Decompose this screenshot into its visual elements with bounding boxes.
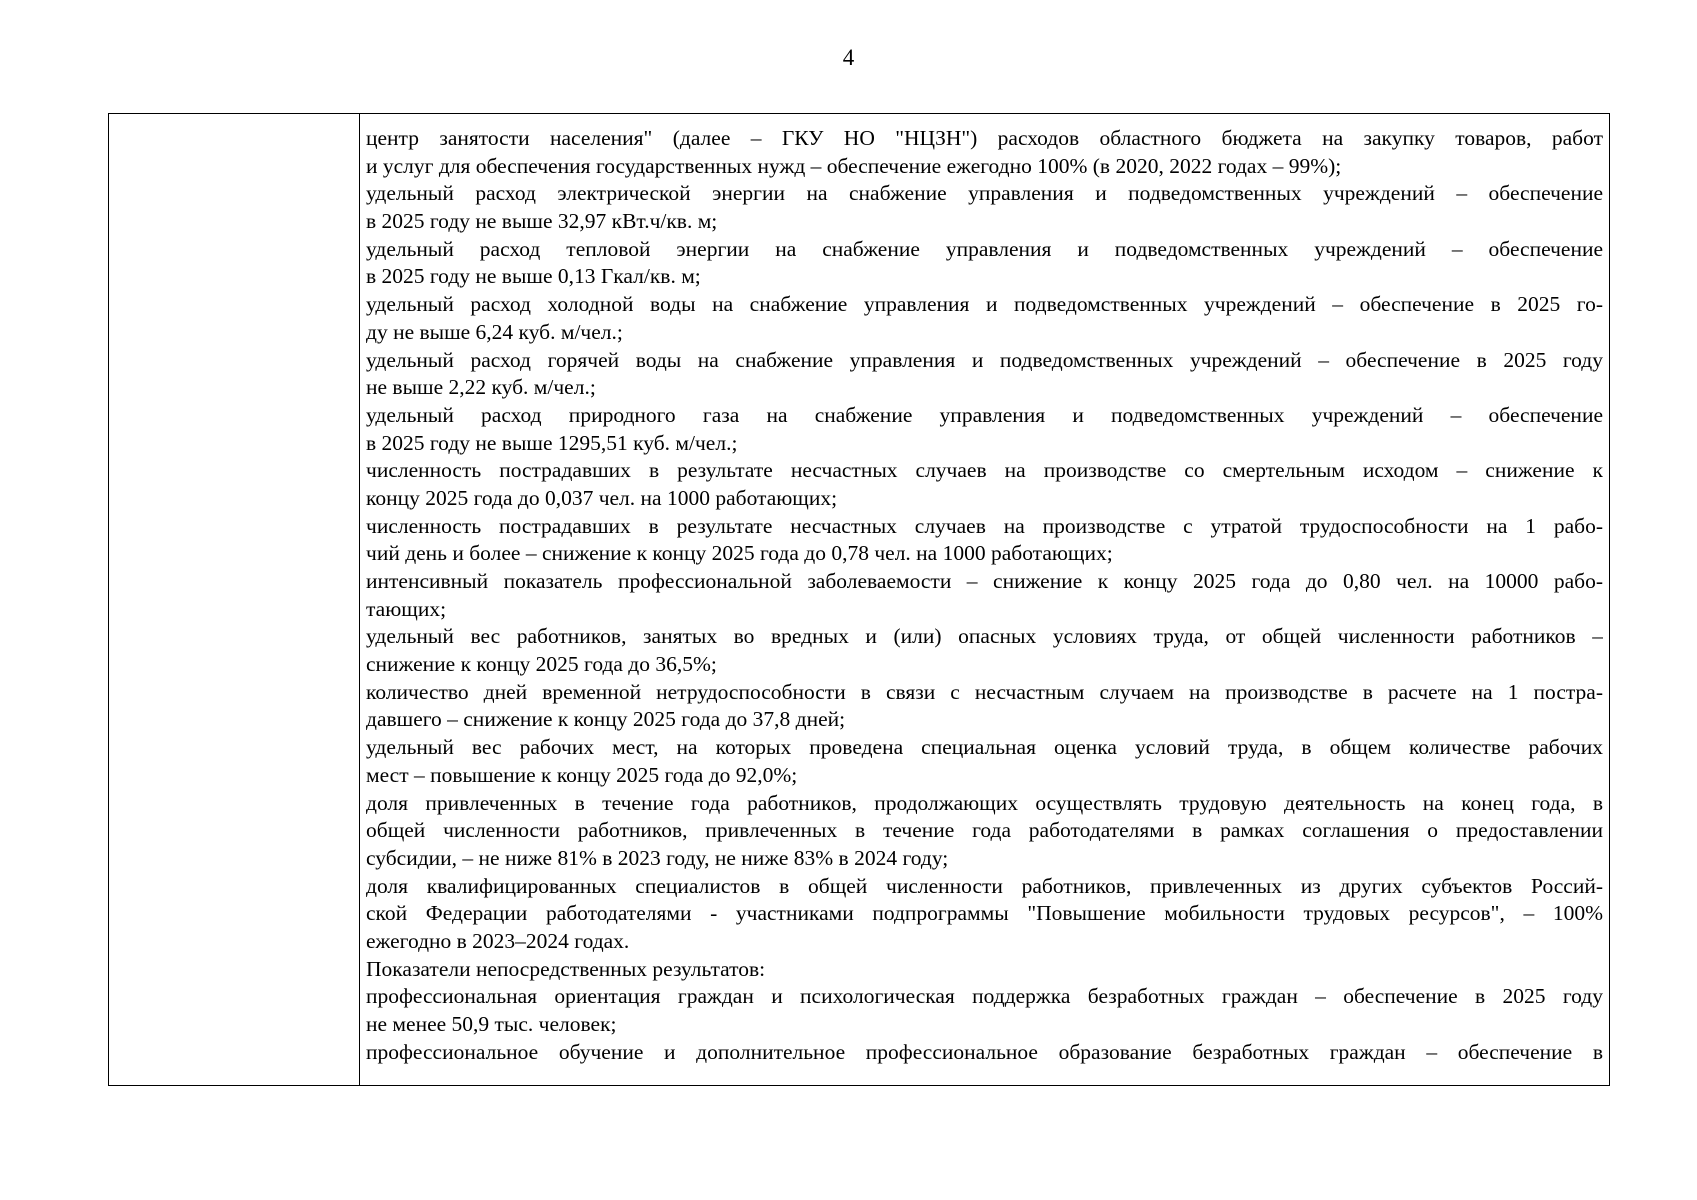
document-table bbox=[108, 113, 1610, 1086]
text-line: ду не выше 6,24 куб. м/чел.; bbox=[366, 319, 623, 344]
text-line: ежегодно в 2023–2024 годах. bbox=[366, 928, 630, 953]
text-line: удельный вес работников, занятых во вредных и (или) опасных условиях труда, от общей численности работников – bbox=[366, 624, 1603, 649]
text-line: и услуг для обеспечения государственных нужд – обеспечение ежегодно 100% (в 2020, 2022 годах – 99%); bbox=[366, 153, 1342, 178]
text-line: мест – повышение к концу 2025 года до 92,0%; bbox=[366, 762, 798, 787]
text-line: в 2025 году не выше 0,13 Гкал/кв. м; bbox=[366, 264, 701, 289]
text-line: доля привлеченных в течение года работников, продолжающих осуществлять трудовую деятельность на конец года, в bbox=[366, 790, 1603, 815]
text-line: ской Федерации работодателями - участниками подпрограммы "Повышение мобильности трудовых ресурсов", – 100% bbox=[366, 901, 1603, 926]
text-line: в 2025 году не выше 32,97 кВт.ч/кв. м; bbox=[366, 209, 718, 234]
text-line: давшего – снижение к концу 2025 года до 37,8 дней; bbox=[366, 707, 846, 732]
page-number: 4 bbox=[842, 45, 855, 70]
text-line: тающих; bbox=[366, 596, 447, 621]
text-line: численность пострадавших в результате несчастных случаев на производстве с утратой трудоспособности на 1 рабо- bbox=[366, 513, 1603, 538]
text-line: общей численности работников, привлеченных в течение года работодателями в рамках соглашения о предоставлении bbox=[366, 818, 1603, 843]
text-line: не менее 50,9 тыс. человек; bbox=[366, 1012, 617, 1036]
text-line: не выше 2,22 куб. м/чел.; bbox=[366, 375, 596, 400]
text-line: концу 2025 года до 0,037 чел. на 1000 работающих; bbox=[366, 485, 838, 510]
text-line: снижение к концу 2025 года до 36,5%; bbox=[366, 652, 717, 677]
text-line: профессиональное обучение и дополнительное профессиональное образование безработных граждан – обеспечение в bbox=[366, 1039, 1603, 1064]
text-line: удельный расход природного газа на снабжение управления и подведомственных учреждений – обеспечение bbox=[366, 402, 1603, 427]
text-line: интенсивный показатель профессиональной заболеваемости – снижение к концу 2025 года до 0,80 чел. на 10000 рабо- bbox=[366, 569, 1603, 593]
text-line: удельный расход горячей воды на снабжение управления и подведомственных учреждений – обеспечение в 2025 году bbox=[366, 347, 1603, 372]
text-line: удельный расход электрической энергии на снабжение управления и подведомственных учреждений – обеспечение bbox=[366, 181, 1603, 206]
text-line: субсидии, – не ниже 81% в 2023 году, не ниже 83% в 2024 году; bbox=[366, 845, 949, 870]
text-line: чий день и более – снижение к концу 2025 года до 0,78 чел. на 1000 работающих; bbox=[366, 541, 1113, 566]
text-line: удельный расход тепловой энергии на снабжение управления и подведомственных учреждений – обеспечение bbox=[366, 236, 1603, 261]
text-line: профессиональная ориентация граждан и психологическая поддержка безработных граждан – обеспечение в 2025 году bbox=[366, 984, 1603, 1009]
text-line: центр занятости населения" (далее – ГКУ НО "НЦЗН") расходов областного бюджета на закупку товаров, работ bbox=[366, 126, 1603, 150]
table-right-cell bbox=[360, 114, 1609, 1085]
text-line: количество дней временной нетрудоспособности в связи с несчастным случаем на производстве в расчете на 1 постра- bbox=[366, 679, 1603, 704]
table-left-cell bbox=[109, 114, 360, 1085]
text-line: удельный вес рабочих мест, на которых проведена специальная оценка условий труда, в общем количестве рабочих bbox=[366, 735, 1603, 760]
text-line: в 2025 году не выше 1295,51 куб. м/чел.; bbox=[366, 430, 738, 455]
text-line: Показатели непосредственных результатов: bbox=[366, 956, 766, 981]
text-line: доля квалифицированных специалистов в общей численности работников, привлеченных из других субъектов Россий- bbox=[366, 873, 1603, 898]
text-line: численность пострадавших в результате несчастных случаев на производстве со смертельным исходом – снижение к bbox=[366, 458, 1603, 483]
text-line: удельный расход холодной воды на снабжение управления и подведомственных учреждений – обеспечение в 2025 го- bbox=[366, 292, 1603, 317]
